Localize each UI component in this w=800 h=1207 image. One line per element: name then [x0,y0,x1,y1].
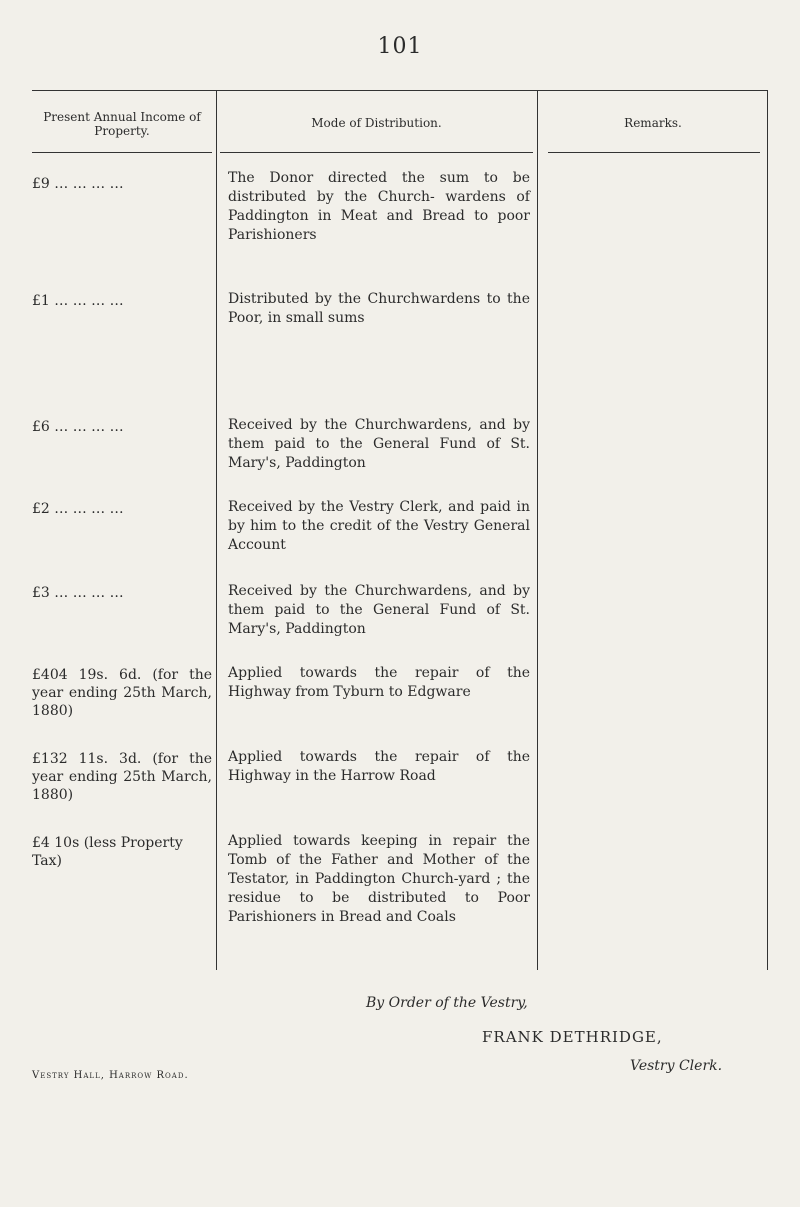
header-underline-remarks [548,152,760,153]
header-underline-mode [220,152,533,153]
row-amount: £9 … … … … [32,176,124,192]
row-mode: Received by the Churchwardens, and by them paid to the General Fund of St. Mary's, Paddington [228,583,530,637]
vestry-address: Vestry Hall, Harrow Road. [32,1070,189,1081]
row-mode: Received by the Churchwardens, and by them paid to the General Fund of St. Mary's, Paddington [228,417,530,471]
row-amount: £404 19s. 6d. (for the year ending 25th March, 1880) [32,667,212,719]
table-top-rule [32,90,768,91]
row-amount: £3 … … … … [32,585,124,601]
row-amount: £4 10s (less Property Tax) [32,835,183,869]
signature-title: Vestry Clerk. [630,1058,723,1074]
header-income: Present Annual Income of Property. [43,110,201,138]
row-mode: Received by the Vestry Clerk, and paid in by him to the credit of the Vestry General Account [228,499,530,553]
column-divider-1 [216,90,217,970]
row-amount: £132 11s. 3d. (for the year ending 25th March, 1880) [32,751,212,803]
row-mode: The Donor directed the sum to be distributed by the Church- wardens of Paddington in Meat and Bread to poor Parishioners [228,170,530,243]
row-amount: £1 … … … … [32,293,124,309]
header-remarks: Remarks. [624,116,682,130]
row-mode: Applied towards keeping in repair the Tomb of the Father and Mother of the Testator, in Paddington Church-yard ; the residue to be distributed to Poor Parishioners in Bread and Coals [228,833,530,925]
row-mode: Applied towards the repair of the Highway in the Harrow Road [228,749,530,784]
row-amount: £2 … … … … [32,501,124,517]
signature-order: By Order of the Vestry, [366,995,528,1011]
page-number: 101 [377,34,423,59]
row-mode: Applied towards the repair of the Highway from Tyburn to Edgware [228,665,530,700]
header-mode: Mode of Distribution. [311,116,442,130]
header-underline-income [32,152,212,153]
row-amount: £6 … … … … [32,419,124,435]
table-right-rule [767,90,768,970]
row-mode: Distributed by the Churchwardens to the Poor, in small sums [228,291,530,326]
signature-name: FRANK DETHRIDGE, [482,1028,663,1046]
column-divider-2 [537,90,538,970]
